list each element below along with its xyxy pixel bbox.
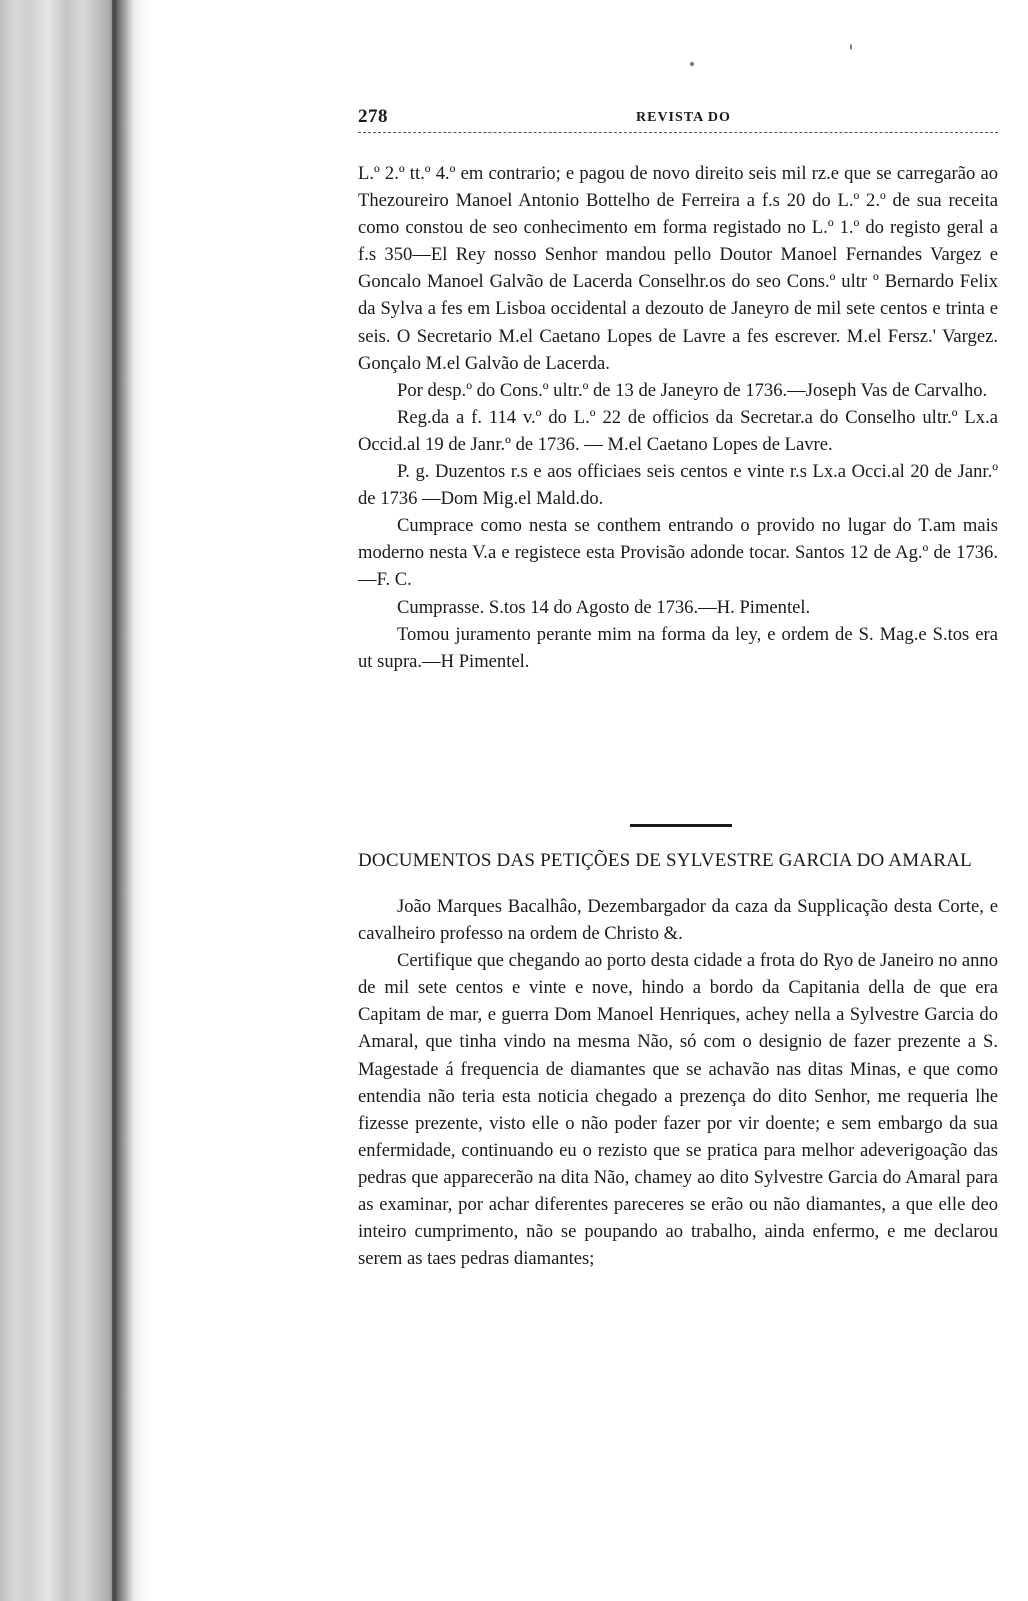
paragraph: Cumprasse. S.tos 14 do Agosto de 1736.—H. Pimentel. [397,596,811,618]
section-divider [630,824,732,827]
running-head [358,104,998,133]
paragraph: Tomou juramento perante mim na forma da ley, e ordem de S. Mag.e S.tos era ut supra.—H Pimentel. [358,623,998,672]
section-2-text [358,893,998,1272]
paragraph: João Marques Bacalhâo, Dezembargador da caza da Supplicação desta Corte, e cavalheiro professo na ordem de Christo &. [358,896,998,945]
paragraph: P. g. Duzentos r.s e aos officiaes seis centos e vinte r.s Lx.a Occi.al 20 de Janr.º de 1736 —Dom Mig.el Mald.do. [358,461,998,510]
paragraph: Cumprace como nesta se conthem entrando o provido no lugar do T.am mais moderno nesta V.a e registece esta Provisão adonde tocar. Santos 12 de Ag.º de 1736.—F. C. [358,515,998,591]
section-heading: DOCUMENTOS DAS PETIÇÕES DE SYLVESTRE GARCIA DO AMARAL [358,850,972,871]
paragraph: Por desp.º do Cons.º ultr.º de 13 de Janeyro de 1736.—Joseph Vas de Carvalho. [397,379,988,401]
paragraph: L.º 2.º tt.º 4.º em contrario; e pagou de novo direito seis mil rz.e que se carregarão ao Thezoureiro Manoel Antonio Bottelho de Ferreira a f.s 20 do L.º 2.º de sua receita como constou de seo conhecimento em forma registado no L.º 1.º do registo geral a f.s 350—El Rey nosso Senhor mandou pello Doutor Manoel Fernandes Vargez e Goncalo Manoel Galvão de Lacerda Conselhr.os do seo Cons.º ultr º Bernardo Felix da Sylva a fes em Lisboa occidental a dezouto de Janeyro de mil sete centos e trinta e seis. O Secretario M.el Caetano Lopes de Lavre a fes escrever. M.el Fersz.' Vargez. Gonçalo M.el Galvão de Lacerda. [358,163,998,374]
page-number: 278 [358,106,388,127]
paragraph: Certifique que chegando ao porto desta cidade a frota do Ryo de Janeiro no anno de mil sete centos e vinte e nove, hindo a bordo da Capitania della de que era Capitam de mar, e guerra Dom Manoel Henriques, achey nella a Sylvestre Garcia do Amaral, que tinha vindo na mesma Não, só com o designio de fazer prezente a S. Magestade á frequencia de diamantes que se achavão nas ditas Minas, e que como entendia não teria esta noticia chegado a prezença do dito Senhor, me requeria lhe fizesse prezente, visto elle o não poder fazer por vir doente; e sem embargo da sua enfermidade, continuando eu o rezisto que se pratica para melhor adeverigoação das pedras que apparecerão na dita Não, chamey ao dito Sylvestre Garcia do Amaral para as examinar, por achar diferentes pareceres se erão ou não diamantes, a que elle deo inteiro cumprimento, não se poupando ao trabalho, ainda enfermo, e me declarou serem as taes pedras diamantes; [358,950,998,1270]
section-1-text [358,160,998,675]
book-binding-edge [0,0,150,1601]
paragraph: Reg.da a f. 114 v.º do L.º 22 de officios da Secretar.a do Conselho ultr.º Lx.a Occid.al 19 de Janr.º de 1736. — M.el Caetano Lopes de Lavre. [358,406,998,455]
journal-title: REVISTA DO [636,110,731,125]
book-page [358,0,1005,1601]
